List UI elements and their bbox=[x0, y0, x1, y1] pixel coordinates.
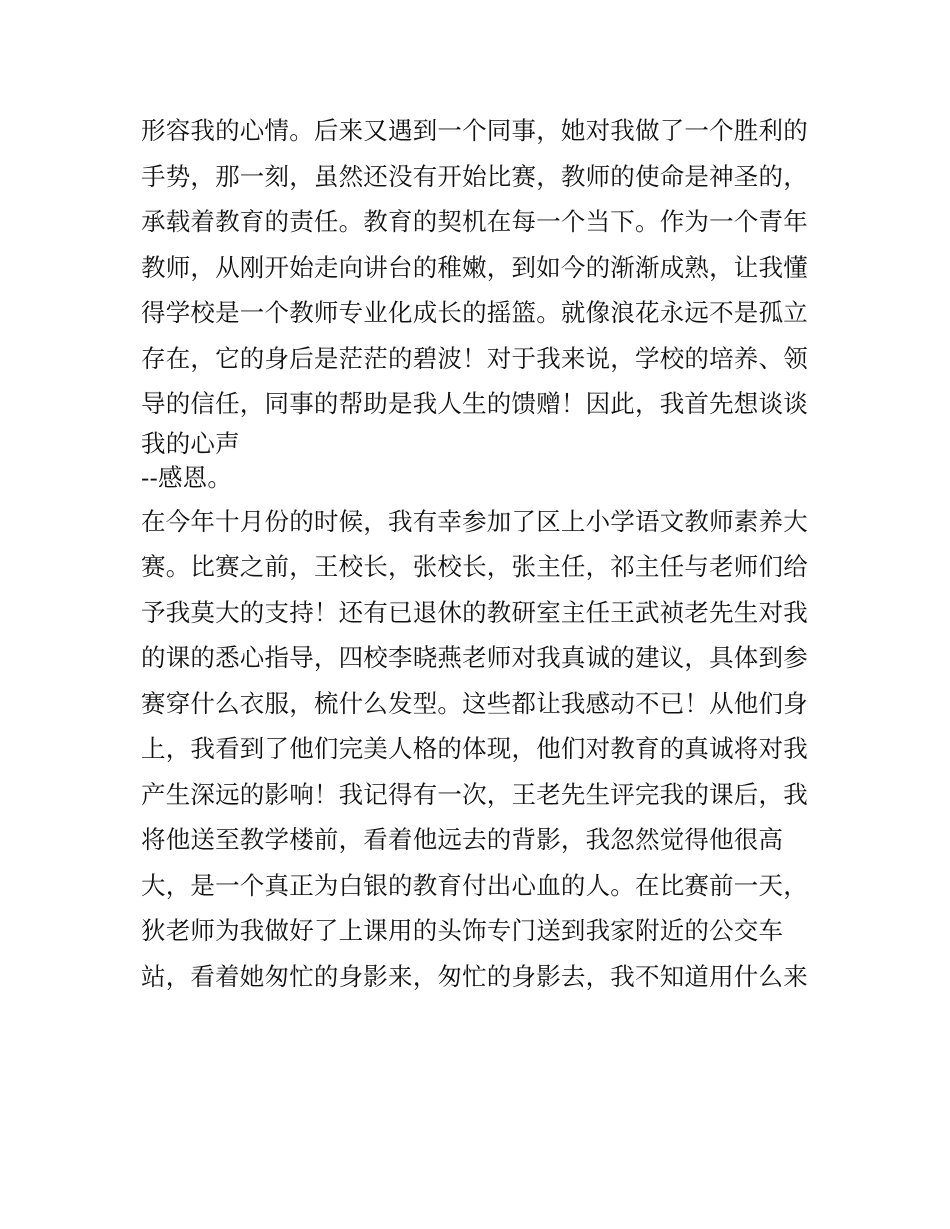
text-line: 产生深远的影响！我记得有一次，王老先生评完我的课后，我 bbox=[141, 779, 808, 809]
text-line: 予我莫大的支持！还有已退休的教研室主任王武祯老先生对我 bbox=[141, 597, 808, 627]
text-line: 上，我看到了他们完美人格的体现，他们对教育的真诚将对我 bbox=[141, 734, 808, 763]
body-text bbox=[141, 108, 821, 999]
text-line: 狄老师为我做好了上课用的头饰专门送到我家附近的公交车 bbox=[141, 916, 784, 945]
text-line: 在今年十月份的时候，我有幸参加了区上小学语文教师素养大 bbox=[141, 506, 808, 536]
text-line: 形容我的心情。后来又遇到一个同事，她对我做了一个胜利的 bbox=[141, 116, 808, 145]
text-line: 教师，从刚开始走向讲台的稚嫩，到如今的渐渐成熟，让我懂 bbox=[141, 252, 808, 282]
text-line: 手势，那一刻，虽然还没有开始比赛，教师的使命是神圣的， bbox=[141, 161, 808, 191]
text-line: 站，看着她匆忙的身影来，匆忙的身影去，我不知道用什么来 bbox=[141, 961, 808, 991]
text-line: 赛穿什么衣服，梳什么发型。这些都让我感动不已！从他们身 bbox=[141, 688, 808, 718]
text-line: 得学校是一个教师专业化成长的摇篮。就像浪花永远不是孤立 bbox=[141, 298, 808, 327]
section-heading: --感恩。 bbox=[141, 462, 233, 492]
text-line: 承载着教育的责任。教育的契机在每一个当下。作为一个青年 bbox=[141, 207, 808, 236]
text-line: 大，是一个真正为白银的教育付出心血的人。在比赛前一天， bbox=[141, 870, 808, 900]
text-line: 将他送至教学楼前，看着他远去的背影，我忽然觉得他很高 bbox=[141, 825, 784, 854]
text-line: 存在，它的身后是茫茫的碧波！对于我来说，学校的培养、领 bbox=[141, 343, 808, 373]
text-line: 的课的悉心指导，四校李晓燕老师对我真诚的建议，具体到参 bbox=[141, 643, 808, 672]
text-line: 我的心声 bbox=[141, 428, 240, 458]
text-line: 导的信任，同事的帮助是我人生的馈赠！因此，我首先想谈谈 bbox=[141, 389, 808, 418]
text-line: 赛。比赛之前，王校长，张校长，张主任，祁主任与老师们给 bbox=[141, 552, 808, 581]
